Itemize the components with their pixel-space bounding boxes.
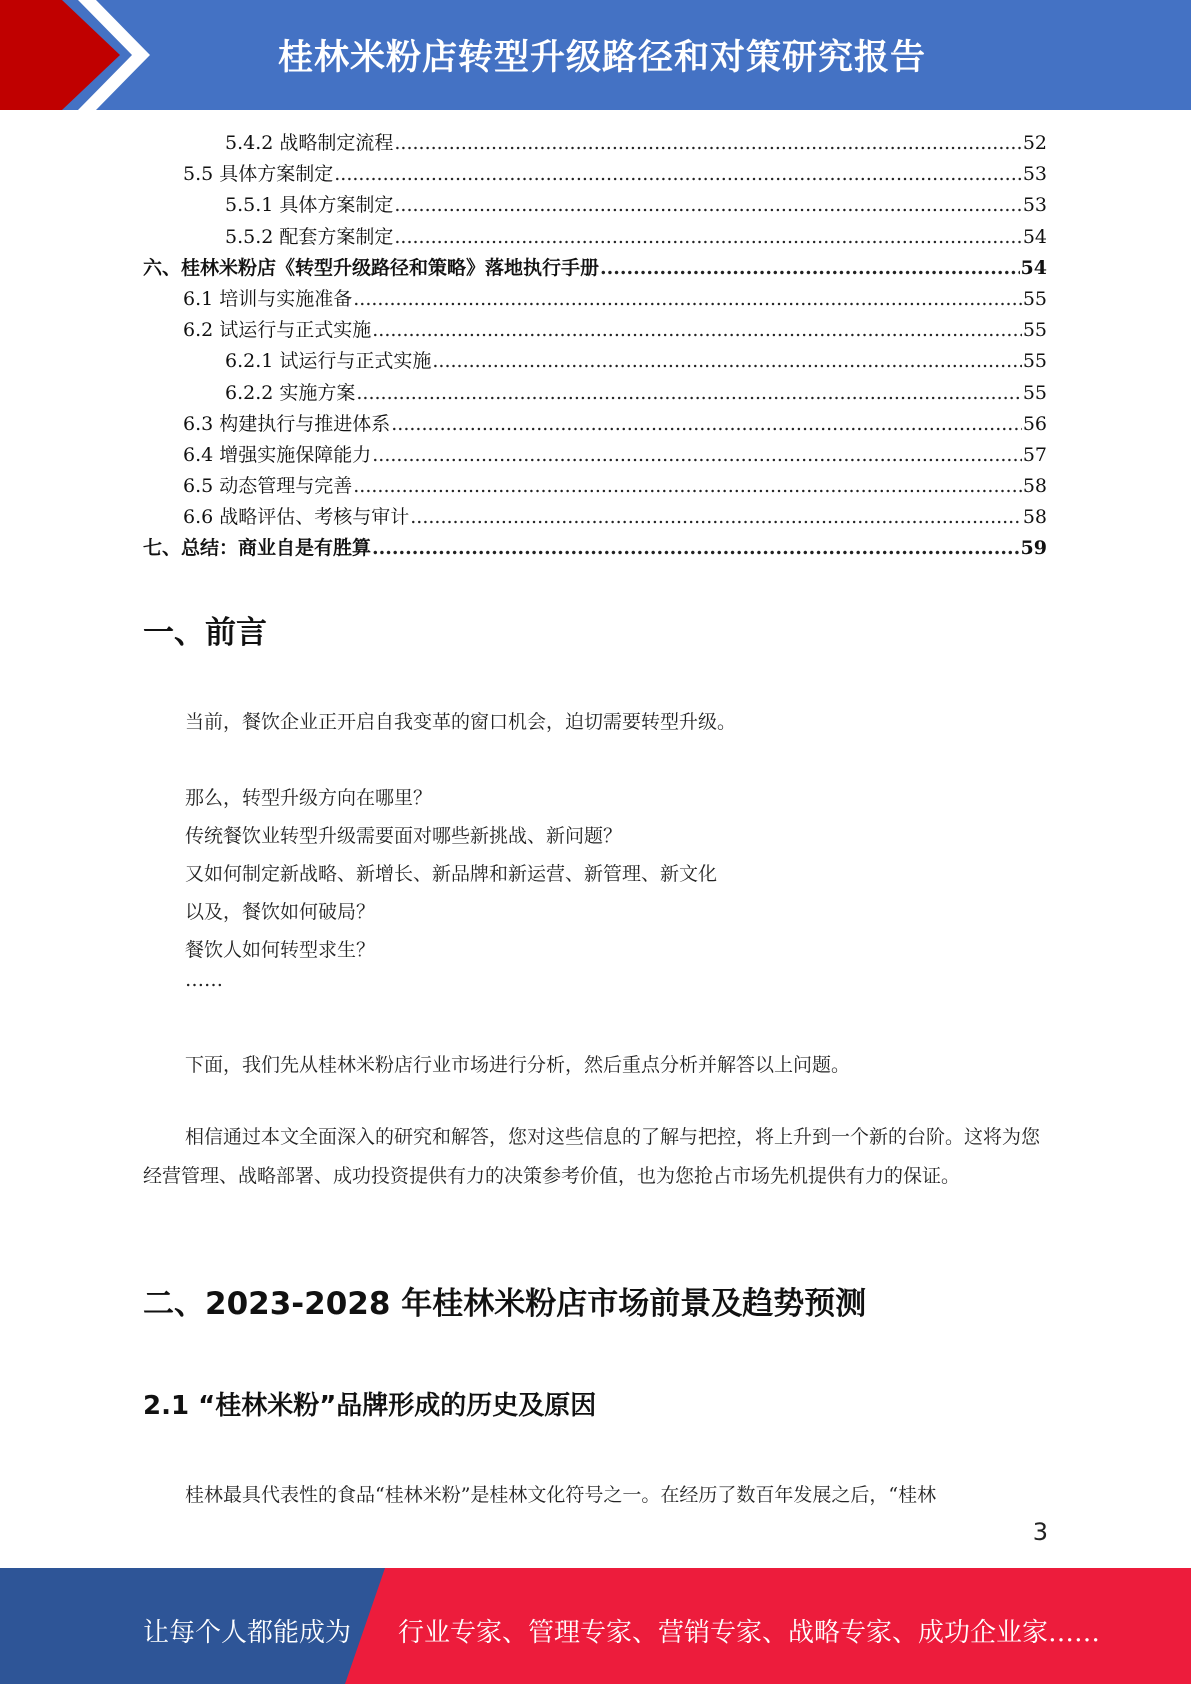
body-paragraph: 相信通过本文全面深入的研究和解答，您对这些信息的了解与把控，将上升到一个新的台阶。这将为您经营管理、战略部署、成功投资提供有力的决策参考价值，也为您抢占市场先机提供有力的保证。 — [143, 1126, 1041, 1187]
toc-dot-leader — [334, 159, 1022, 190]
body-paragraph: 当前，餐饮企业正开启自我变革的窗口机会，迫切需要转型升级。 — [185, 711, 737, 733]
toc-entry-label: 6.4 增强实施保障能力 — [183, 443, 372, 466]
toc-entry-label: 6.3 构建执行与推进体系 — [183, 412, 391, 435]
toc-entry-label: 6.5 动态管理与完善 — [183, 475, 353, 498]
question-line: 传统餐饮业转型升级需要面对哪些新挑战、新问题？ — [185, 825, 623, 847]
toc-entry-label: 6.2 试运行与正式实施 — [183, 319, 372, 342]
question-line: 又如何制定新战略、新增长、新品牌和新运营、新管理、新文化 — [185, 863, 718, 885]
toc-entry[interactable] — [143, 159, 1047, 190]
toc-entry-label: 6.2.2 实施方案 — [225, 381, 356, 404]
subsection-heading-brand-history: 2.1 “桂林米粉”品牌形成的历史及原因 — [143, 1391, 597, 1421]
toc-entry[interactable] — [143, 346, 1047, 377]
table-of-contents — [143, 128, 1047, 565]
report-title: 桂林米粉店转型升级路径和对策研究报告 — [278, 38, 927, 78]
question-line: 餐饮人如何转型求生？ — [185, 939, 376, 961]
section-heading-market-outlook: 二、2023-2028 年桂林米粉店市场前景及趋势预测 — [143, 1286, 867, 1322]
toc-entry[interactable] — [143, 190, 1047, 221]
page-number: 3 — [1032, 1518, 1048, 1546]
toc-entry-page: 54 — [1022, 225, 1047, 248]
toc-entry-page: 55 — [1022, 381, 1047, 404]
toc-dot-leader — [356, 378, 1021, 409]
toc-dot-leader — [394, 190, 1021, 221]
toc-entry-page: 58 — [1022, 475, 1047, 498]
toc-dot-leader — [600, 253, 1020, 284]
toc-entry-label: 5.5 具体方案制定 — [183, 163, 334, 186]
body-paragraph: 桂林最具代表性的食品“桂林米粉”是桂林文化符号之一。在经历了数百年发展之后，“桂林 — [185, 1484, 937, 1506]
toc-entry-page: 53 — [1022, 194, 1047, 217]
toc-entry-page: 55 — [1022, 287, 1047, 310]
toc-entry-page: 52 — [1022, 132, 1047, 154]
toc-dot-leader — [353, 284, 1022, 315]
toc-entry-label: 六、桂林米粉店《转型升级路径和策略》落地执行手册 — [143, 256, 600, 279]
toc-dot-leader — [372, 315, 1022, 346]
toc-dot-leader — [394, 222, 1021, 253]
toc-entry-label: 6.1 培训与实施准备 — [183, 287, 353, 310]
toc-dot-leader — [372, 440, 1022, 471]
toc-entry[interactable] — [143, 128, 1047, 159]
toc-dot-leader — [394, 128, 1021, 159]
toc-dot-leader — [391, 409, 1022, 440]
toc-entry[interactable] — [143, 533, 1047, 564]
toc-entry-label: 5.5.1 具体方案制定 — [225, 194, 394, 217]
toc-entry-label: 6.6 战略评估、考核与审计 — [183, 506, 410, 529]
toc-entry-label: 七、总结：商业自是有胜算 — [143, 537, 372, 560]
toc-entry[interactable] — [143, 315, 1047, 346]
toc-entry-label: 5.4.2 战略制定流程 — [225, 132, 394, 154]
toc-entry[interactable] — [143, 409, 1047, 440]
question-line: 以及，餐饮如何破局？ — [185, 901, 376, 923]
toc-entry-page: 55 — [1022, 319, 1047, 342]
toc-entry-page: 53 — [1022, 163, 1047, 186]
toc-entry-page: 55 — [1022, 350, 1047, 373]
toc-entry[interactable] — [143, 253, 1047, 284]
page-footer — [0, 1568, 1191, 1684]
page-header — [0, 0, 1191, 110]
toc-entry[interactable] — [143, 502, 1047, 533]
toc-entry-page: 54 — [1020, 256, 1047, 279]
toc-entry-page: 57 — [1022, 443, 1047, 466]
toc-entry-page: 59 — [1020, 537, 1047, 560]
toc-entry-page: 56 — [1022, 412, 1047, 435]
toc-dot-leader — [410, 502, 1022, 533]
toc-entry[interactable] — [143, 378, 1047, 409]
toc-dot-leader — [353, 471, 1022, 502]
footer-slogan-left: 让每个人都能成为 — [143, 1618, 352, 1648]
toc-dot-leader — [372, 533, 1020, 564]
toc-entry-page: 58 — [1022, 506, 1047, 529]
section-heading-preface: 一、前言 — [143, 615, 267, 651]
toc-entry[interactable] — [143, 284, 1047, 315]
toc-entry[interactable] — [143, 440, 1047, 471]
toc-entry-label: 5.5.2 配套方案制定 — [225, 225, 394, 248]
toc-entry[interactable] — [143, 222, 1047, 253]
body-paragraph: 下面，我们先从桂林米粉店行业市场进行分析，然后重点分析并解答以上问题。 — [185, 1054, 851, 1076]
toc-dot-leader — [432, 346, 1021, 377]
question-line: 那么，转型升级方向在哪里？ — [185, 787, 433, 809]
toc-entry[interactable] — [143, 471, 1047, 502]
header-arrow-decoration — [0, 0, 160, 110]
toc-entry-label: 6.2.1 试运行与正式实施 — [225, 350, 432, 373]
ellipsis-line: …… — [185, 969, 223, 991]
footer-slogan-right: 行业专家、管理专家、营销专家、战略专家、成功企业家…… — [398, 1618, 1101, 1648]
